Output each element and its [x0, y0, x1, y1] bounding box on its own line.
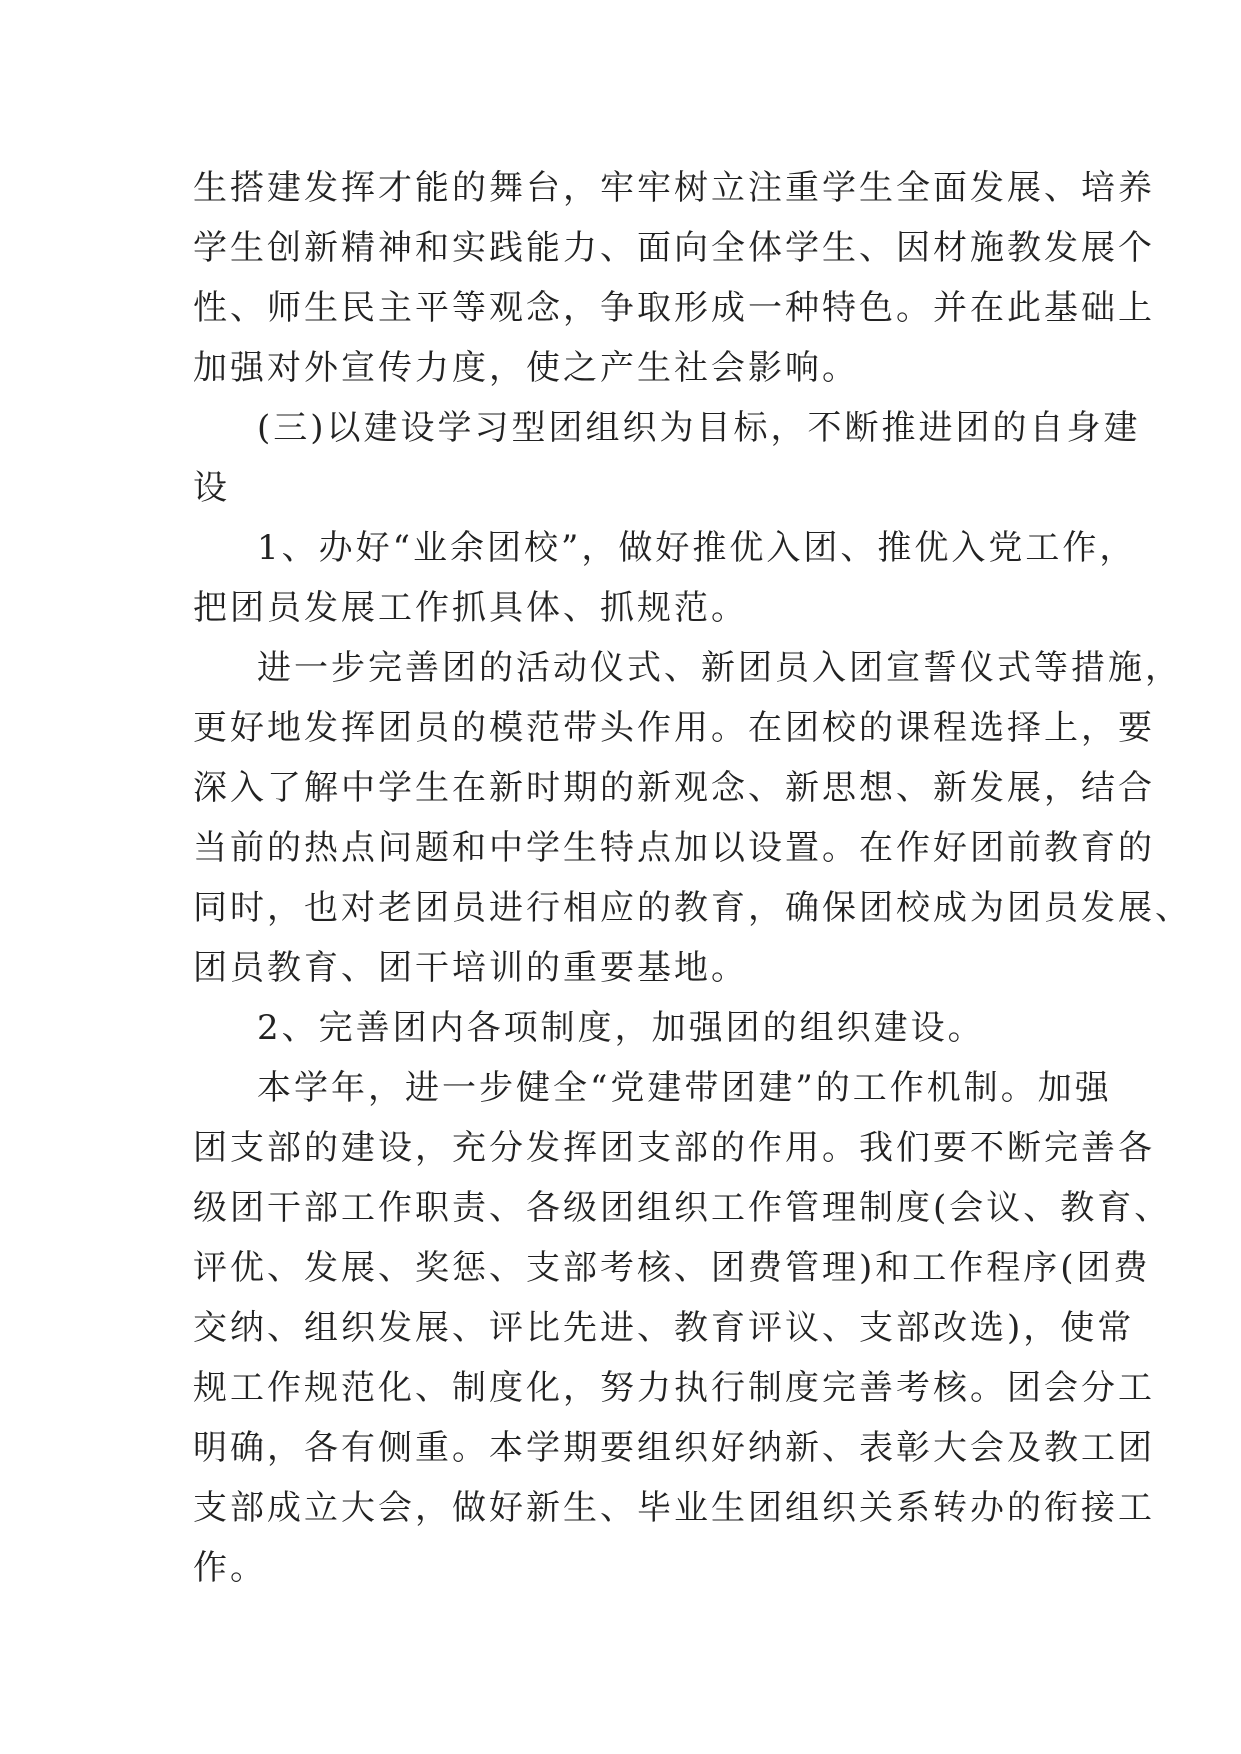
text-line: 更好地发挥团员的模范带头作用。在团校的课程选择上，要: [193, 708, 1155, 748]
text-line: 团员教育、团干培训的重要基地。: [193, 948, 748, 988]
text-line: 评优、发展、奖惩、支部考核、团费管理)和工作程序(团费: [193, 1248, 1151, 1288]
text-line: 同时，也对老团员进行相应的教育，确保团校成为团员发展、: [193, 888, 1192, 928]
text-line: 性、师生民主平等观念，争取形成一种特色。并在此基础上: [193, 288, 1155, 328]
text-line: 规工作规范化、制度化，努力执行制度完善考核。团会分工: [193, 1368, 1155, 1408]
text-line: (三)以建设学习型团组织为目标，不断推进团的自身建: [257, 408, 1141, 448]
text-line: 本学年，进一步健全“党建带团建”的工作机制。加强: [257, 1068, 1112, 1108]
text-line: 明确，各有侧重。本学期要组织好纳新、表彰大会及教工团: [193, 1428, 1155, 1468]
text-line: 当前的热点问题和中学生特点加以设置。在作好团前教育的: [193, 828, 1155, 868]
text-line: 团支部的建设，充分发挥团支部的作用。我们要不断完善各: [193, 1128, 1155, 1168]
text-line: 支部成立大会，做好新生、毕业生团组织关系转办的衔接工: [193, 1488, 1155, 1528]
text-line: 进一步完善团的活动仪式、新团员入团宣誓仪式等措施，: [257, 648, 1182, 688]
text-line: 把团员发展工作抓具体、抓规范。: [193, 588, 748, 628]
text-line: 作。: [193, 1548, 267, 1588]
text-line: 生搭建发挥才能的舞台，牢牢树立注重学生全面发展、培养: [193, 168, 1155, 208]
text-line: 深入了解中学生在新时期的新观念、新思想、新发展，结合: [193, 768, 1155, 808]
text-line: 2、完善团内各项制度，加强团的组织建设。: [257, 1008, 985, 1048]
text-line: 级团干部工作职责、各级团组织工作管理制度(会议、教育、: [193, 1188, 1172, 1228]
text-line: 设: [193, 468, 230, 508]
text-line: 加强对外宣传力度，使之产生社会影响。: [193, 348, 859, 388]
document-body: [193, 158, 1192, 1598]
text-line: 1、办好“业余团校”，做好推优入团、推优入党工作，: [257, 528, 1137, 568]
text-line: 交纳、组织发展、评比先进、教育评议、支部改选)，使常: [193, 1308, 1135, 1348]
text-line: 学生创新精神和实践能力、面向全体学生、因材施教发展个: [193, 228, 1155, 268]
